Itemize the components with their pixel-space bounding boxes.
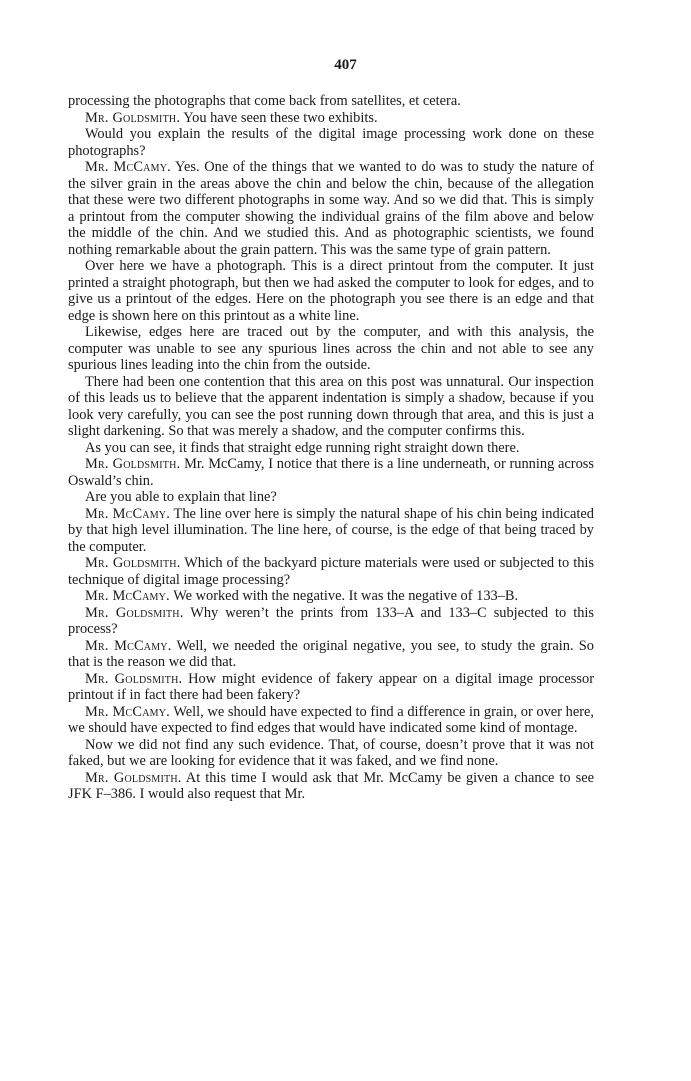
paragraph-text: processing the photographs that come back from satellites, et cetera. xyxy=(68,93,461,109)
paragraph-text: Well, we needed the original negative, you see, to study the grain. So that is the reason we did that. xyxy=(68,637,595,670)
speaker-name: Mr. Goldsmith. xyxy=(85,670,183,687)
paragraph xyxy=(68,737,594,770)
speaker-name: Mr. McCamy. xyxy=(85,588,170,604)
speaker-name: Mr. Goldsmith. xyxy=(85,604,184,621)
paragraph-text: You have seen these two exhibits. xyxy=(180,109,378,126)
paragraph xyxy=(68,704,594,737)
paragraph xyxy=(68,440,594,457)
paragraph xyxy=(68,110,594,127)
paragraph xyxy=(68,324,594,374)
paragraph-text: Yes. One of the things that we wanted to do was to study the nature of the silver grain in the areas above the chin and below the chin, because of the allegation that these were two different photographs in some way. And so we did that. This is simply a printout from the computer showing the individual grains of the film above and below the middle of the chin. And we studied this. And as photographic scientists, we found nothing remarkable about the grain pattern. This was the same type of grain pattern. xyxy=(68,159,594,258)
speaker-name: Mr. McCamy. xyxy=(85,637,172,654)
paragraph-text: Are you able to explain that line? xyxy=(85,489,277,505)
page-number: 407 xyxy=(334,57,357,73)
paragraph-text: Would you explain the results of the digital image processing work done on these photographs? xyxy=(68,126,594,159)
paragraph xyxy=(68,605,594,638)
speaker-name: Mr. McCamy. xyxy=(85,505,171,522)
paragraph xyxy=(68,489,594,506)
speaker-name: Mr. Goldsmith. xyxy=(85,555,181,571)
paragraph xyxy=(68,374,594,440)
paragraph-text: Why weren’t the prints from 133–A and 133–C subjected to this process? xyxy=(68,604,594,637)
paragraph xyxy=(68,638,594,671)
paragraph xyxy=(68,126,594,159)
paragraph xyxy=(68,258,594,324)
speaker-name: Mr. Goldsmith. xyxy=(85,769,182,786)
paragraph xyxy=(68,506,594,556)
paragraph xyxy=(68,671,594,704)
paragraph-text: There had been one contention that this area on this post was unnatural. Our inspection of this leads us to believe that the apparent indentation is simply a shadow, because if you look very carefully, you can see the post running down through that area, and this is just a slight darkening. So that was merely a shadow, and the computer confirms this. xyxy=(68,373,594,439)
paragraph-text: Now we did not find any such evidence. That, of course, doesn’t prove that it was not faked, but we are looking for evidence that it was faked, and we find none. xyxy=(68,736,594,769)
speaker-name: Mr. McCamy. xyxy=(85,703,170,720)
paragraph xyxy=(68,93,594,110)
paragraph-text: The line over here is simply the natural shape of his chin being indicated by that high level illumination. The line here, of course, is the edge of that being traced by the computer. xyxy=(68,505,595,555)
transcript-body xyxy=(68,93,594,803)
paragraph-text: Mr. McCamy, I notice that there is a line underneath, or running across Oswald’s chin. xyxy=(68,456,594,489)
paragraph-text: Likewise, edges here are traced out by the computer, and with this analysis, the computer was unable to see any spurious lines across the chin and not able to see any spurious lines leading into the chin from the outside. xyxy=(68,324,594,373)
speaker-name: Mr. McCamy. xyxy=(85,159,171,175)
speaker-name: Mr. Goldsmith. xyxy=(85,109,181,126)
paragraph-text: As you can see, it finds that straight edge running right straight down there. xyxy=(85,439,520,456)
paragraph-text: Which of the backyard picture materials were used or subjected to this technique of digital image processing? xyxy=(68,555,594,588)
paragraph-text: Well, we should have expected to find a difference in grain, or over here, we should have expected to find edges that would have indicated some kind of montage. xyxy=(68,703,594,736)
paragraph xyxy=(68,770,594,803)
paragraph-text: At this time I would ask that Mr. McCamy be given a chance to see JFK F–386. I would also request that Mr. xyxy=(68,769,594,802)
paragraph xyxy=(68,555,594,588)
speaker-name: Mr. Goldsmith. xyxy=(85,456,181,472)
paragraph xyxy=(68,588,594,605)
paragraph xyxy=(68,456,594,489)
paragraph-text: Over here we have a photograph. This is a direct printout from the computer. It just printed a straight photograph, but then we had asked the computer to look for edges, and to give us a printout of the edges. Here on the photograph you see there is an edge and that edge is shown here on this printout as a white line. xyxy=(68,258,594,324)
paragraph-text: How might evidence of fakery appear on a digital image processor printout if in fact there had been fakery? xyxy=(68,670,594,703)
paragraph-text: We worked with the negative. It was the negative of 133–B. xyxy=(169,588,519,604)
paragraph xyxy=(68,159,594,258)
